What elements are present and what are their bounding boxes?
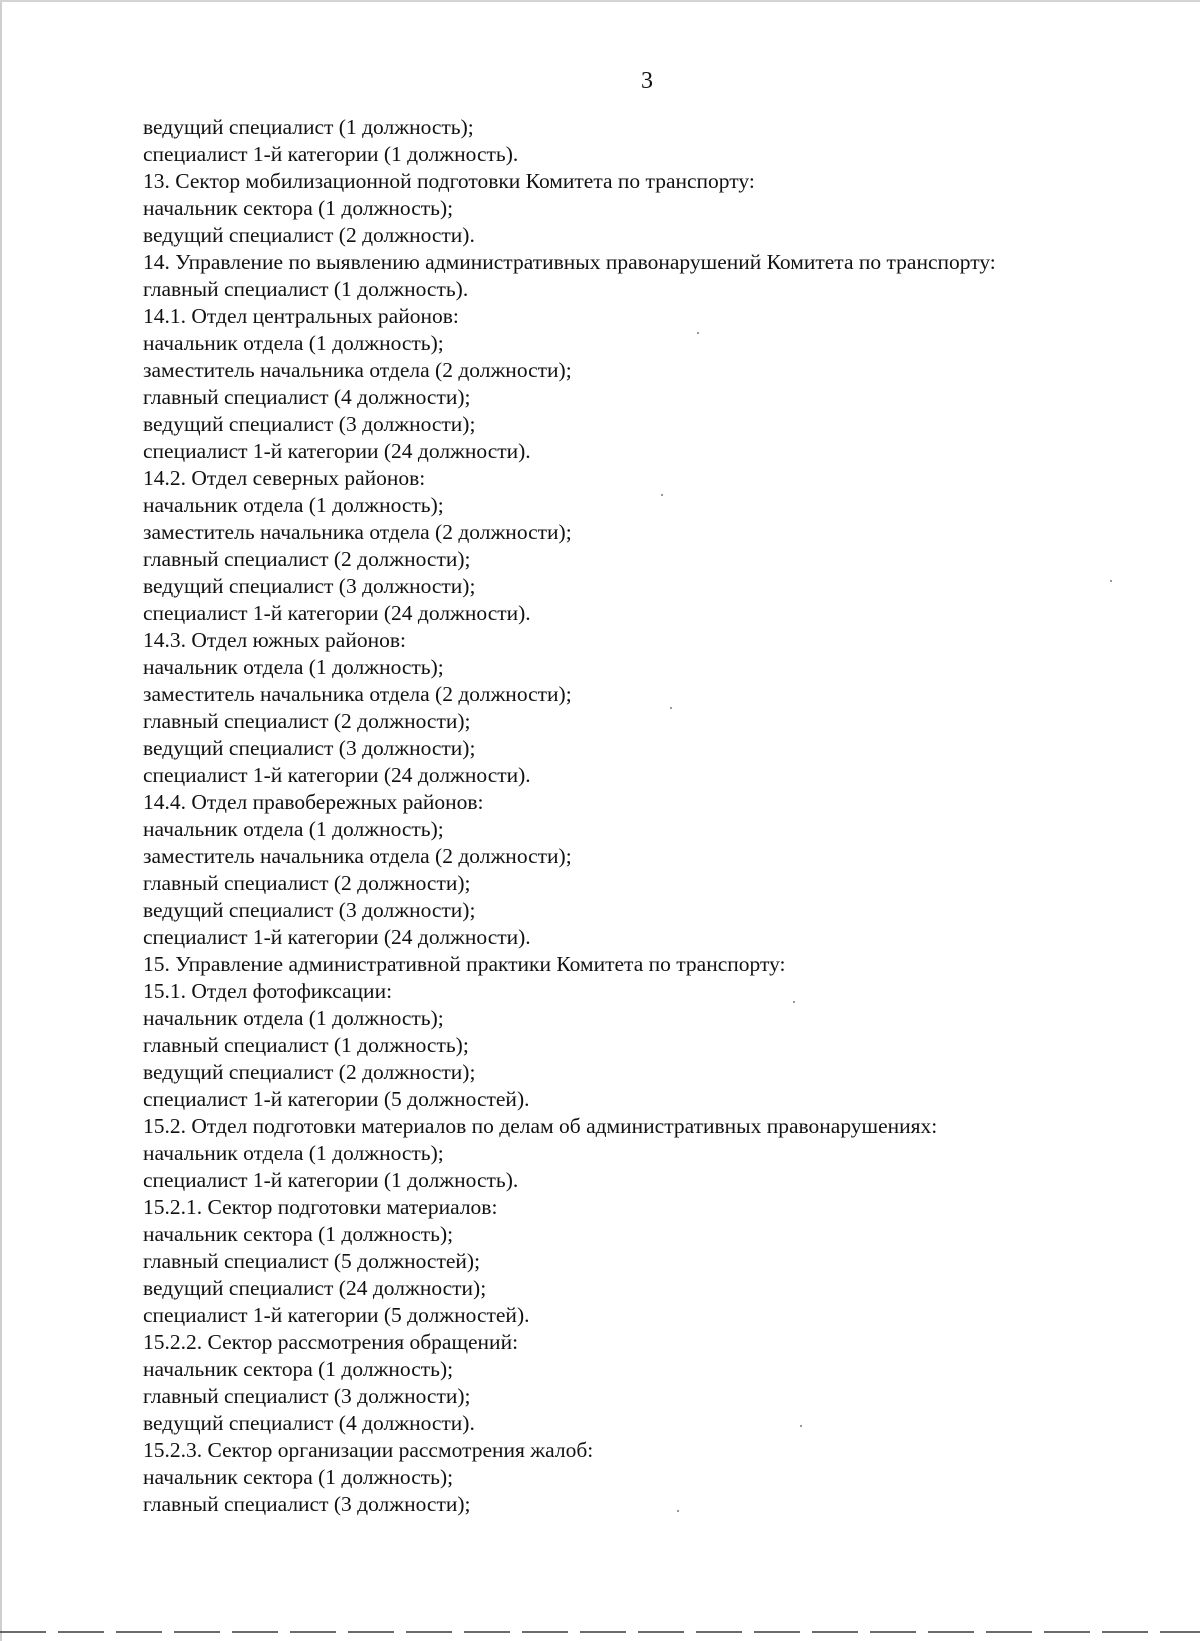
document-line: ведущий специалист (24 должности); [143, 1276, 487, 1300]
scan-speck [661, 494, 663, 496]
page-number: 3 [641, 68, 653, 94]
document-line: главный специалист (1 должность); [143, 1033, 469, 1057]
document-line: ведущий специалист (3 должности); [143, 898, 476, 922]
document-line: начальник отдела (1 должность); [143, 655, 444, 679]
document-line: специалист 1-й категории (24 должности). [143, 925, 531, 949]
document-line: главный специалист (3 должности); [143, 1492, 471, 1516]
scan-speck [1110, 580, 1112, 582]
document-line: 15.2. Отдел подготовки материалов по делам об административных правонарушениях: [143, 1114, 938, 1138]
document-line: заместитель начальника отдела (2 должности); [143, 358, 572, 382]
document-line: начальник сектора (1 должность); [143, 1222, 454, 1246]
document-line: заместитель начальника отдела (2 должности); [143, 844, 572, 868]
scan-speck [697, 332, 699, 334]
document-line: главный специалист (1 должность). [143, 277, 469, 301]
document-line: начальник отдела (1 должность); [143, 817, 444, 841]
document-line: 13. Сектор мобилизационной подготовки Комитета по транспорту: [143, 169, 755, 193]
scan-bottom-edge [0, 1631, 1200, 1633]
document-line: начальник сектора (1 должность); [143, 1357, 454, 1381]
document-line: 15.2.2. Сектор рассмотрения обращений: [143, 1330, 519, 1354]
document-line: ведущий специалист (3 должности); [143, 736, 476, 760]
document-line: главный специалист (4 должности); [143, 385, 471, 409]
document-line: начальник отдела (1 должность); [143, 1141, 444, 1165]
document-line: 14. Управление по выявлению административных правонарушений Комитета по транспорту: [143, 250, 996, 274]
document-line: начальник отдела (1 должность); [143, 331, 444, 355]
document-line: специалист 1-й категории (1 должность). [143, 1168, 519, 1192]
document-line: специалист 1-й категории (1 должность). [143, 142, 519, 166]
document-line: ведущий специалист (3 должности); [143, 412, 476, 436]
scan-left-edge [0, 0, 2, 1641]
document-line: ведущий специалист (3 должности); [143, 574, 476, 598]
scan-speck [793, 1001, 795, 1003]
scan-speck [800, 1425, 802, 1427]
document-line: 15.2.1. Сектор подготовки материалов: [143, 1195, 498, 1219]
document-line: 15.1. Отдел фотофиксации: [143, 979, 393, 1003]
document-line: специалист 1-й категории (24 должности). [143, 439, 531, 463]
document-line: главный специалист (3 должности); [143, 1384, 471, 1408]
document-line: заместитель начальника отдела (2 должности); [143, 682, 572, 706]
document-line: начальник сектора (1 должность); [143, 196, 454, 220]
document-line: специалист 1-й категории (5 должностей). [143, 1303, 530, 1327]
scan-top-edge [0, 0, 1200, 2]
document-line: ведущий специалист (1 должность); [143, 115, 474, 139]
scan-speck [677, 1510, 679, 1512]
document-body [143, 114, 1183, 1518]
document-line: 14.2. Отдел северных районов: [143, 466, 426, 490]
document-line: заместитель начальника отдела (2 должности); [143, 520, 572, 544]
scan-speck [670, 707, 672, 709]
document-line: начальник отдела (1 должность); [143, 1006, 444, 1030]
document-line: главный специалист (2 должности); [143, 871, 471, 895]
document-line: ведущий специалист (2 должности). [143, 223, 475, 247]
document-line: ведущий специалист (4 должности). [143, 1411, 475, 1435]
document-line: 15.2.3. Сектор организации рассмотрения жалоб: [143, 1438, 594, 1462]
document-line: специалист 1-й категории (24 должности). [143, 601, 531, 625]
document-line: 14.1. Отдел центральных районов: [143, 304, 459, 328]
document-line: главный специалист (5 должностей); [143, 1249, 481, 1273]
document-line: ведущий специалист (2 должности); [143, 1060, 476, 1084]
document-line: 14.3. Отдел южных районов: [143, 628, 406, 652]
document-line: специалист 1-й категории (5 должностей). [143, 1087, 530, 1111]
document-line: 14.4. Отдел правобережных районов: [143, 790, 484, 814]
document-line: главный специалист (2 должности); [143, 709, 471, 733]
document-line: начальник отдела (1 должность); [143, 493, 444, 517]
document-line: специалист 1-й категории (24 должности). [143, 763, 531, 787]
document-line: 15. Управление административной практики Комитета по транспорту: [143, 952, 786, 976]
document-line: начальник сектора (1 должность); [143, 1465, 454, 1489]
document-line: главный специалист (2 должности); [143, 547, 471, 571]
